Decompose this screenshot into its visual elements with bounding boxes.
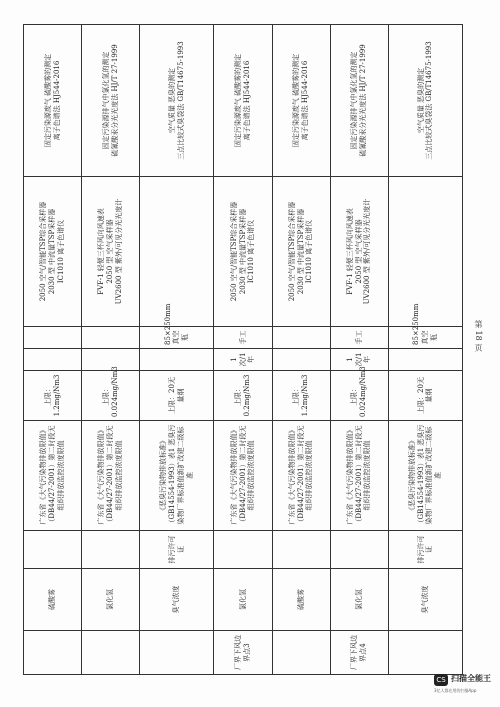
location-cell: [330, 631, 388, 675]
table-row: [330, 25, 388, 675]
monitoring-table: [23, 24, 463, 675]
method-line: 空气质量 恶臭的测定: [168, 67, 177, 134]
location-cell: [140, 631, 214, 675]
equipment-line: IC1010 离子色谱仪: [305, 219, 314, 284]
table-row: [272, 25, 330, 675]
equipment-cell: [330, 177, 388, 327]
category-cell-text: 排污许可证: [168, 535, 185, 564]
equipment-line: 2050 空气/智能TSP综合采样器: [39, 201, 48, 302]
limit-cell: [24, 371, 82, 421]
method-cell: [140, 25, 214, 177]
pollutant-cell-text: 氯化氢: [106, 589, 115, 610]
category-cell: [140, 531, 214, 569]
equipment-cell: [82, 177, 140, 327]
standard-cell: [82, 421, 140, 531]
standard-cell-text: 广东省《大气污染物排放限值》（DB44/27-2001）第二时段无组织排放监控浓度限值: [345, 425, 372, 526]
table-row: [82, 25, 140, 675]
limit-cell-text: 上限：1.2mg/Nm3: [292, 374, 310, 417]
equipment-cell: [388, 177, 462, 327]
sampling-cell: [214, 327, 272, 349]
equipment-line: 2050 型 空气采样器: [106, 219, 115, 284]
method-line: 固定污染源废气 硫酸雾的测定: [292, 53, 301, 148]
table-body: [24, 25, 463, 675]
equipment-line: 2050 型 空气采样器: [354, 219, 363, 284]
category-cell-text: 排污许可证: [416, 535, 434, 564]
equipment-line: 2050 空气/智能TSP综合采样器: [229, 201, 238, 302]
limit-cell: [82, 366, 140, 421]
standard-cell: [330, 421, 388, 531]
equipment-line: FVF-1 轻便三杯风向风速表: [345, 208, 354, 295]
method-line: 空气质量 恶臭的测定: [416, 67, 425, 134]
method-line: 离子色谱法 HJ544-2016: [52, 60, 61, 141]
frequency-cell: [140, 349, 214, 371]
pollutant-cell: [388, 569, 462, 631]
location-cell-text: 厂界下风边界点4: [350, 635, 368, 670]
table-row: [24, 25, 82, 675]
page-number: 第 18 页: [474, 320, 483, 352]
sampling-cell-text: 手工: [238, 330, 247, 345]
method-line: 三点比较式臭袋法 GB/T14675-1993: [425, 41, 434, 160]
standard-cell: [214, 421, 272, 531]
frequency-cell: [388, 349, 462, 371]
camscanner-name: 扫描全能王: [451, 674, 491, 683]
standard-cell-text: 广东省《大气污染物排放限值》（DB44/27-2001）第二时段无组织排放监控浓度限值: [39, 425, 65, 526]
limit-cell-text: 上限：20无量纲: [168, 377, 185, 414]
standard-cell: [140, 421, 214, 531]
limit-cell: [388, 371, 462, 421]
sampling-cell: [272, 327, 330, 349]
category-cell: [330, 531, 388, 569]
table-row: [214, 25, 272, 675]
equipment-line: UV2600 型 紫外/可见分光光度计: [114, 198, 123, 305]
table-row: [140, 25, 214, 675]
limit-cell-text: 上限：0.024mg/Nm3: [350, 366, 368, 417]
category-cell: [82, 531, 140, 569]
sampling-cell: [140, 303, 214, 349]
pollutant-cell-text: 硫酸雾: [296, 589, 305, 610]
camscanner-logo: CS: [434, 674, 448, 686]
equipment-cell: [24, 177, 82, 327]
equipment-cell: [214, 177, 272, 327]
method-cell: [214, 25, 272, 177]
pollutant-cell-text: 氯化氢: [238, 589, 247, 610]
pollutant-cell: [24, 569, 82, 631]
location-cell: [214, 631, 272, 675]
pollutant-cell-text: 臭气浓度: [172, 585, 181, 614]
method-cell: [272, 25, 330, 177]
pollutant-cell: [330, 569, 388, 631]
standard-cell: [388, 421, 462, 531]
equipment-line: IC1010 离子色谱仪: [56, 219, 65, 284]
sampling-cell-text: 85×250mm真空瓶: [412, 303, 438, 345]
category-cell: [214, 531, 272, 569]
method-line: 硫氰酸汞分光光度法 HJ/T 27-1999: [359, 44, 368, 157]
standard-cell: [272, 421, 330, 531]
equipment-line: IC1010 离子色谱仪: [247, 219, 256, 284]
equipment-line: UV2600 型 紫外/可见分光光度计: [363, 198, 372, 305]
pollutant-cell: [82, 569, 140, 631]
frequency-cell: [272, 349, 330, 371]
equipment-line: 2030 型 中流量TSP采样器: [296, 208, 305, 295]
standard-cell-text: 《恶臭污染物排放标准》（GB14554-1993）表1 恶臭污染物厂界标准值新扩改建二级标准: [407, 424, 443, 527]
standard-cell-text: 广东省《大气污染物排放限值》（DB44/27-2001）第二时段无组织排放监控浓度限值: [287, 425, 314, 526]
sampling-cell: [24, 327, 82, 349]
limit-cell: [214, 371, 272, 421]
location-cell-text: 厂界下风边界点3: [234, 635, 251, 670]
location-cell: [272, 631, 330, 675]
limit-cell-text: 上限：20无量纲: [416, 377, 434, 414]
sampling-cell: [82, 327, 140, 349]
rotated-table-container: [23, 25, 463, 675]
method-line: 三点比较式臭袋法 GB/T14675-1993: [176, 41, 185, 160]
standard-cell: [24, 421, 82, 531]
scanner-watermark: [434, 668, 494, 698]
location-cell: [24, 631, 82, 675]
camscanner-tagline: 3亿人都在用的扫描App: [434, 688, 477, 693]
location-cell: [82, 631, 140, 675]
limit-cell-text: 上限：0.2mg/Nm3: [234, 374, 251, 417]
method-line: 固定污染源废气 硫酸雾的测定: [43, 53, 52, 148]
table-row: [388, 25, 462, 675]
equipment-cell: [272, 177, 330, 327]
standard-cell-text: 广东省《大气污染物排放限值》（DB44/27-2001）第二时段无组织排放监控浓度限值: [97, 425, 123, 526]
pollutant-cell: [272, 569, 330, 631]
pollutant-cell-text: 氯化氢: [354, 589, 363, 610]
method-line: 离子色谱法 HJ544-2016: [242, 60, 251, 141]
pollutant-cell-text: 硫酸雾: [48, 589, 57, 610]
method-cell: [24, 25, 82, 177]
sampling-cell: [330, 327, 388, 349]
method-cell: [82, 25, 140, 177]
method-cell: [388, 25, 462, 177]
equipment-line: FVF-1 轻便三杯风向风速表: [97, 208, 106, 295]
pollutant-cell-text: 臭气浓度: [420, 585, 429, 614]
limit-cell-text: 上限：0.024mg/Nm3: [101, 366, 119, 417]
standard-cell-text: 广东省《大气污染物排放限值》（DB44/27-2001）第二时段无组织排放监控浓度限值: [229, 425, 256, 526]
method-line: 固定污染源废气 硫酸雾的测定: [234, 53, 243, 148]
equipment-line: 2030 型 中流量TSP采样器: [48, 208, 57, 295]
limit-cell: [140, 371, 214, 421]
sampling-cell: [388, 303, 462, 349]
limit-cell: [330, 366, 388, 421]
category-cell: [388, 531, 462, 569]
frequency-cell: [214, 349, 272, 371]
standard-cell-text: 《恶臭污染物排放标准》（GB14554-1993）表1 恶臭污染物厂界标准值新扩改建二级标准: [159, 424, 194, 527]
equipment-cell: [140, 177, 214, 327]
sampling-cell-text: 手工: [354, 330, 363, 345]
method-cell: [330, 25, 388, 177]
method-line: 固定污染源排气中氯化氢的测定: [101, 51, 110, 150]
category-cell: [272, 531, 330, 569]
limit-cell-text: 上限：1.2mg/Nm3: [43, 374, 61, 417]
category-cell: [24, 531, 82, 569]
sampling-cell-text: 85×250mm真空瓶: [163, 303, 190, 345]
equipment-line: 2050 空气/智能TSP综合采样器: [287, 201, 296, 302]
frequency-cell-text: 1次/1年: [345, 352, 372, 367]
equipment-line: 2030 型 中流量TSP采样器: [238, 208, 247, 295]
pollutant-cell: [140, 569, 214, 631]
frequency-cell-text: 1次/1年: [229, 352, 256, 367]
method-line: 离子色谱法 HJ544-2016: [301, 60, 310, 141]
pollutant-cell: [214, 569, 272, 631]
method-line: 硫氰酸汞分光光度法 HJ/T 27-1999: [110, 44, 119, 157]
limit-cell: [272, 371, 330, 421]
method-line: 固定污染源排气中氯化氢的测定: [350, 51, 359, 150]
frequency-cell: [24, 349, 82, 371]
